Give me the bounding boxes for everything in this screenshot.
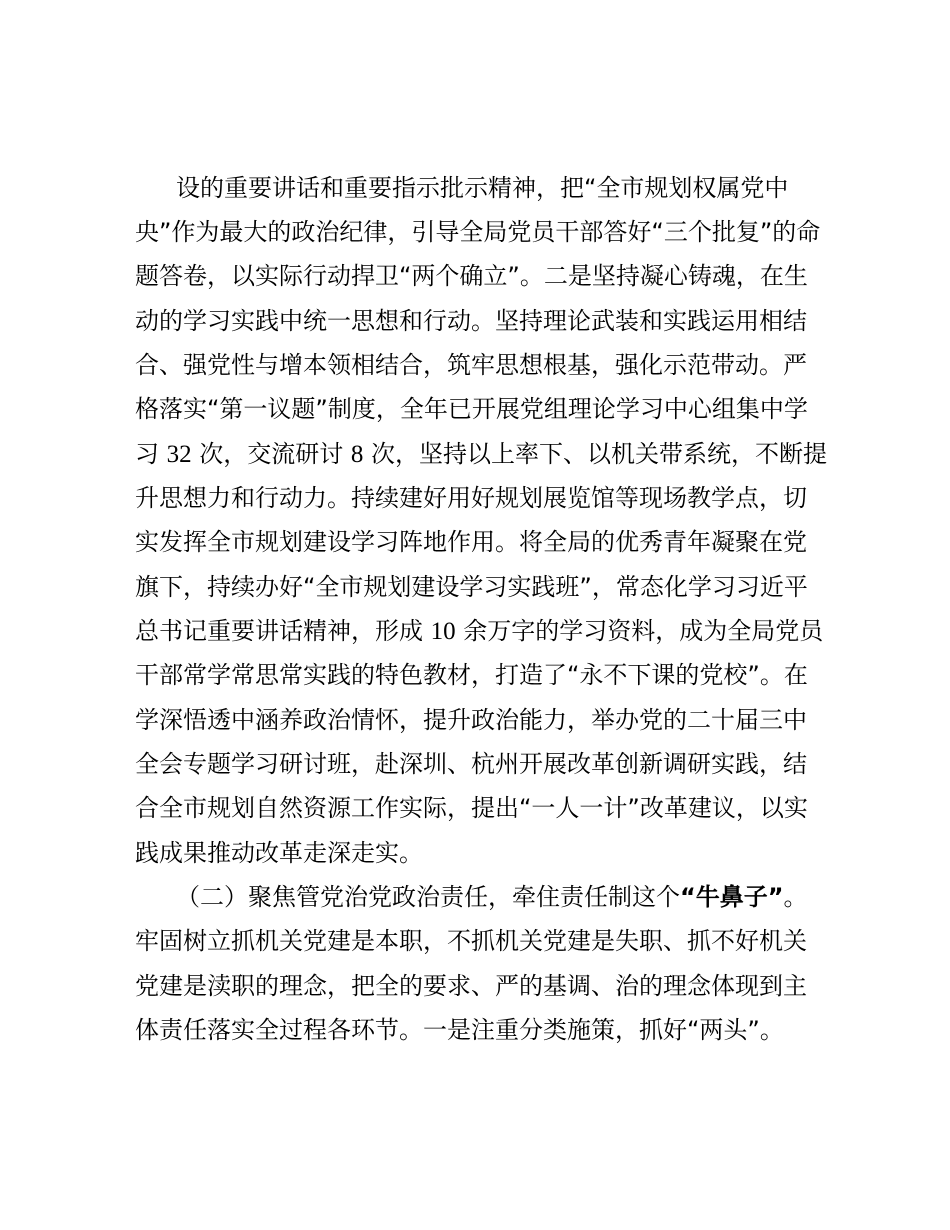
paragraph-line: 牢固树立抓机关党建是本职，不抓机关党建是失职、抓不好机关 [135, 927, 807, 955]
paragraph-line: 旗下，持续办好“全市规划建设学习实践班”，常态化学习习近平 [135, 573, 808, 601]
paragraph-line: 学深悟透中涵养政治情怀，提升政治能力，举办党的二十届三中 [135, 706, 807, 734]
paragraph-line: 合全市规划自然资源工作实际，提出“一人一计”改革建议，以实 [135, 794, 808, 822]
paragraph-line: 动的学习实践中统一思想和行动。坚持理论武装和实践运用相结 [135, 307, 807, 335]
paragraph-line: 干部常学常思常实践的特色教材，打造了“永不下课的党校”。在 [135, 661, 808, 689]
paragraph-line: 总书记重要讲话精神，形成 10 余万字的学习资料，成为全局党员 [135, 617, 824, 645]
paragraph-line: 践成果推动改革走深走实。 [135, 839, 423, 867]
paragraph-line: 设的重要讲话和重要指示批示精神，把“全市规划权属党中 [176, 174, 789, 202]
paragraph-line: 党建是渎职的理念，把全的要求、严的基调、治的理念体现到主 [135, 972, 807, 1000]
paragraph-line: 升思想力和行动力。持续建好用好规划展览馆等现场教学点，切 [135, 484, 807, 512]
paragraph-line: 全会专题学习研讨班，赴深圳、杭州开展改革创新调研实践，结 [135, 750, 807, 778]
paragraph-line: 格落实“第一议题”制度，全年已开展党组理论学习中心组集中学 [135, 395, 808, 423]
paragraph-line: 题答卷，以实际行动捍卫“两个确立”。二是坚持凝心铸魂，在生 [135, 262, 808, 290]
paragraph-line: 习 32 次，交流研讨 8 次，坚持以上率下、以机关带系统，不断提 [135, 440, 828, 468]
paragraph-line: 合、强党性与增本领相结合，筑牢思想根基，强化示范带动。严 [135, 351, 807, 379]
paragraph-line: 实发挥全市规划建设学习阵地作用。将全局的优秀青年凝聚在党 [135, 528, 807, 556]
paragraph-line: 体责任落实全过程各环节。一是注重分类施策，抓好“两头”。 [135, 1016, 784, 1044]
paragraph-line: 央”作为最大的政治纪律，引导全局党员干部答好“三个批复”的命 [135, 218, 821, 246]
section-heading-line: （二）聚焦管党治党政治责任，牵住责任制这个“牛鼻子”。 [176, 883, 808, 911]
